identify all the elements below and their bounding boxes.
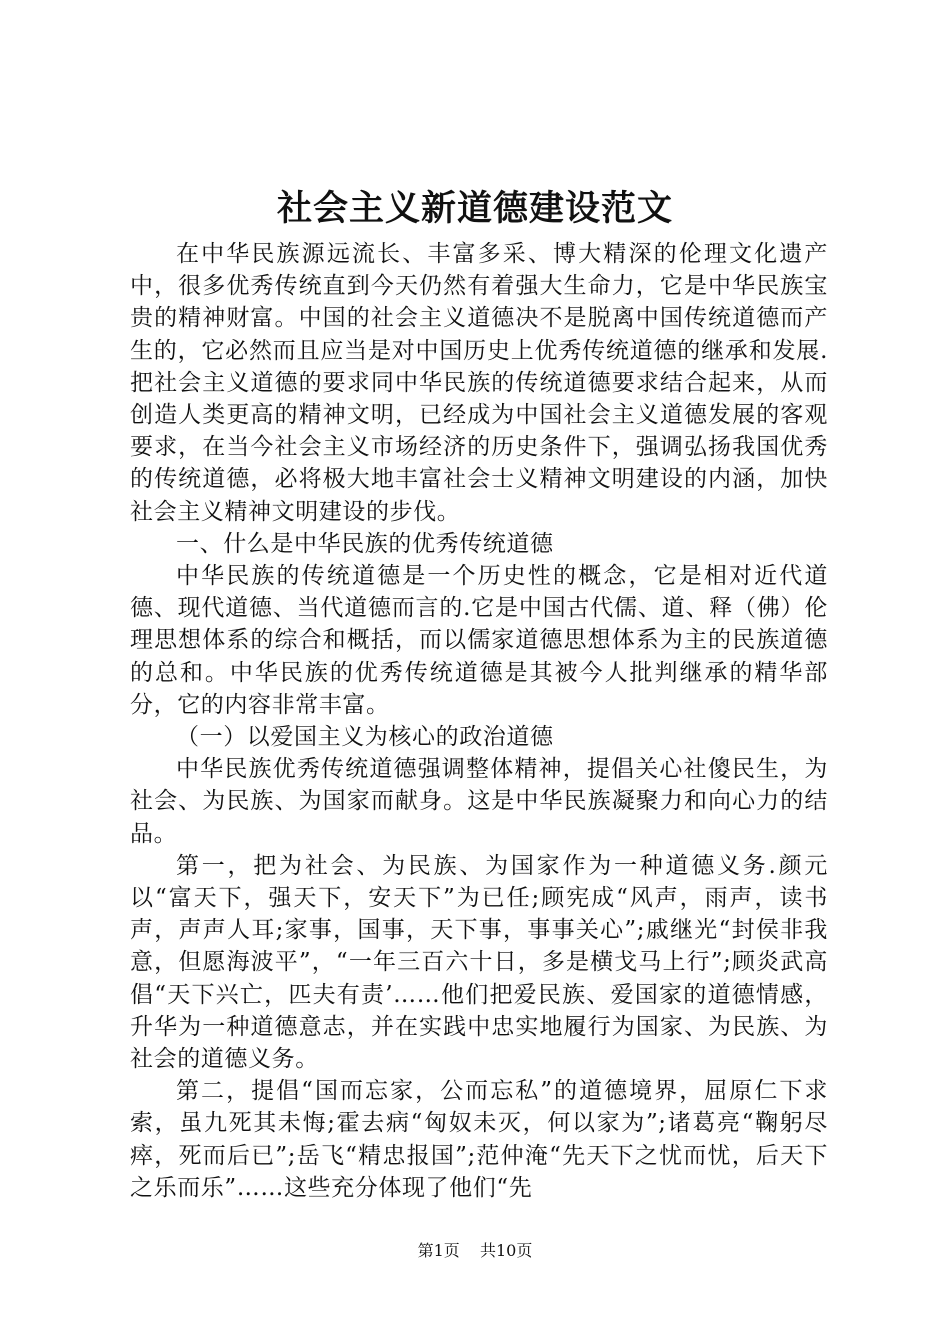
document-title: 社会主义新道德建设范文 bbox=[276, 188, 673, 229]
paragraph-political-morality: 中华民族优秀传统道德强调整体精神，提倡关心社傻民生，为社会、为民族、为国家而献身。这是中华民族凝聚力和向心力的结品。 bbox=[130, 756, 828, 847]
page-footer bbox=[0, 1240, 950, 1262]
paragraph-first-point: 第一，把为社会、为民族、为国家作为一种道德义务.颜元以“富天下，强天下，安天下”为已任;顾宪成“风声，雨声，读书声，声声人耳;家事，国事，天下事，事事关心”;戚继光“封侯非我意，但愿海波平”，“一年三百六十日，多是横戈马上行”;顾炎武高倡“天下兴亡，匹夫有责’……他们把爱民族、爱国家的道德情感，升华为一种道德意志，并在实践中忠实地履行为国家、为民族、为社会的道德义务。 bbox=[130, 852, 828, 1073]
subsection-heading-1: （一）以爱国主义为核心的政治道德 bbox=[176, 724, 554, 751]
paragraph-definition: 中华民族的传统道德是一个历史性的概念，它是相对近代道德、现代道德、当代道德而言的.它是中国古代儒、道、释（佛）伦理思想体系的综合和概括，而以儒家道德思想体系为主的民族道德的总和。中华民族的优秀传统道德是其被今人批判继承的精华部分，它的内容非常丰富。 bbox=[130, 563, 828, 718]
section-heading-1: 一、什么是中华民族的优秀传统道德 bbox=[176, 530, 554, 557]
paragraph-second-point: 第二，提倡“国而忘家，公而忘私”的道德境界，屈原仁下求索，虽九死其未悔;霍去病“匈奴未灭，何以家为”;诸葛亮“鞠躬尽瘁，死而后已”;岳飞“精忠报国”;范仲淹“先天下之忧而忧，后天下之乐而乐”……这些充分体现了他们“先 bbox=[130, 1078, 828, 1201]
paragraph-intro: 在中华民族源远流长、丰富多采、博大精深的伦理文化遗产中，很多优秀传统直到今天仍然有着强大生命力，它是中华民族宝贵的精神财富。中国的社会主义道德决不是脱离中国传统道德而产生的，它必然而且应当是对中国历史上优秀传统道德的继承和发展.把社会主义道德的要求同中华民族的传统道德要求结合起来，从而创造人类更高的精神文明，已经成为中国社会主义道德发展的客观要求，在当今社会主义市场经济的历史条件下，强调弘扬我国优秀的传统道德，必将极大地丰富社会士义精神文明建设的内涵，加快社会主义精神文明建设的步伐。 bbox=[130, 241, 828, 525]
page-total: 共10页 bbox=[480, 1241, 533, 1260]
document-body bbox=[130, 238, 828, 1204]
page-number: 第1页 bbox=[417, 1241, 460, 1260]
